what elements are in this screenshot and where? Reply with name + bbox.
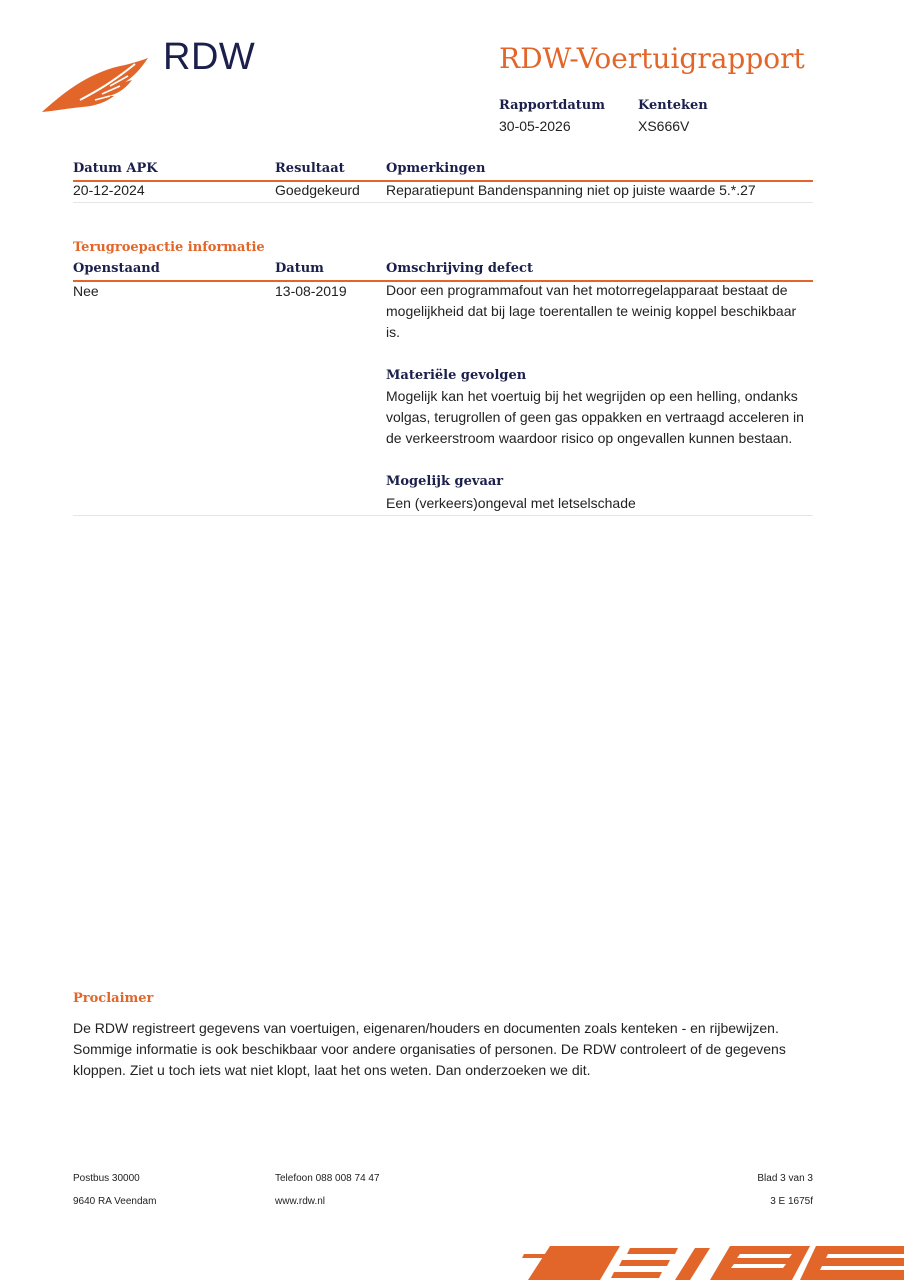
apk-header-opmerkingen: Opmerkingen	[386, 161, 486, 176]
logo-text: RDW	[163, 36, 256, 78]
gevolgen-text	[386, 386, 816, 449]
proclaimer-line: De RDW registreert gegevens van voertuigen, eigenaren/houders en documenten zoals kenteken - en rijbewijzen.	[73, 1020, 779, 1036]
stripes-graphic-icon	[510, 1240, 904, 1280]
footer-page: Blad 3 van 3	[757, 1173, 813, 1184]
rapportdatum-value: 30-05-2026	[499, 118, 571, 134]
recall-cell-datum: 13-08-2019	[275, 283, 347, 299]
apk-cell-datum: 20-12-2024	[73, 182, 145, 198]
recall-section-title: Terugroepactie informatie	[73, 240, 265, 255]
apk-cell-opmerkingen: Reparatiepunt Bandenspanning niet op juiste waarde 5.*.27	[386, 182, 756, 198]
recall-cell-openstaand: Nee	[73, 283, 99, 299]
footer-code: 3 E 1675f	[770, 1196, 813, 1207]
proclaimer-line: Sommige informatie is ook beschikbaar voor andere organisaties of personen. De RDW controleert of de gegevens	[73, 1041, 786, 1057]
defect-line: is.	[386, 324, 400, 340]
report-title: RDW-Voertuigrapport	[499, 42, 805, 75]
recall-defect-text	[386, 280, 816, 343]
recall-header-openstaand: Openstaand	[73, 261, 160, 276]
gevolgen-line: de verkeerstroom waardoor risico op ongevallen kunnen bestaan.	[386, 430, 793, 446]
gevaar-text: Een (verkeers)ongeval met letselschade	[386, 495, 636, 511]
footer-telefoon: Telefoon 088 008 74 47	[275, 1173, 380, 1184]
defect-line: mogelijkheid dat bij lage toerentallen te weinig koppel beschikbaar	[386, 303, 797, 319]
apk-header-resultaat: Resultaat	[275, 161, 345, 176]
gevolgen-line: volgas, terugrollen of geen gas oppakken en vertraagd acceleren in	[386, 409, 804, 425]
defect-line: Door een programmafout van het motorregelapparaat bestaat de	[386, 282, 788, 298]
gevaar-title: Mogelijk gevaar	[386, 474, 504, 489]
proclaimer-text	[73, 1018, 833, 1081]
footer-postbus: Postbus 30000	[73, 1173, 140, 1184]
proclaimer-title: Proclaimer	[73, 991, 154, 1006]
gevolgen-line: Mogelijk kan het voertuig bij het wegrijden op een helling, ondanks	[386, 388, 798, 404]
proclaimer-line: kloppen. Ziet u toch iets wat niet klopt, laat het ons weten. Dan onderzoeken we dit.	[73, 1062, 591, 1078]
rdw-logo-icon	[40, 56, 150, 116]
kenteken-value: XS666V	[638, 118, 690, 134]
apk-cell-resultaat: Goedgekeurd	[275, 182, 360, 198]
apk-row-rule	[73, 202, 813, 203]
footer-website[interactable]: www.rdw.nl	[275, 1196, 326, 1207]
recall-header-omschrijving: Omschrijving defect	[386, 261, 533, 276]
apk-header-datum: Datum APK	[73, 161, 158, 176]
recall-header-datum: Datum	[275, 261, 324, 276]
footer-city: 9640 RA Veendam	[73, 1196, 157, 1207]
recall-row-rule	[73, 515, 813, 516]
rapportdatum-label: Rapportdatum	[499, 98, 605, 113]
kenteken-label: Kenteken	[638, 98, 708, 113]
gevolgen-title: Materiële gevolgen	[386, 368, 527, 383]
